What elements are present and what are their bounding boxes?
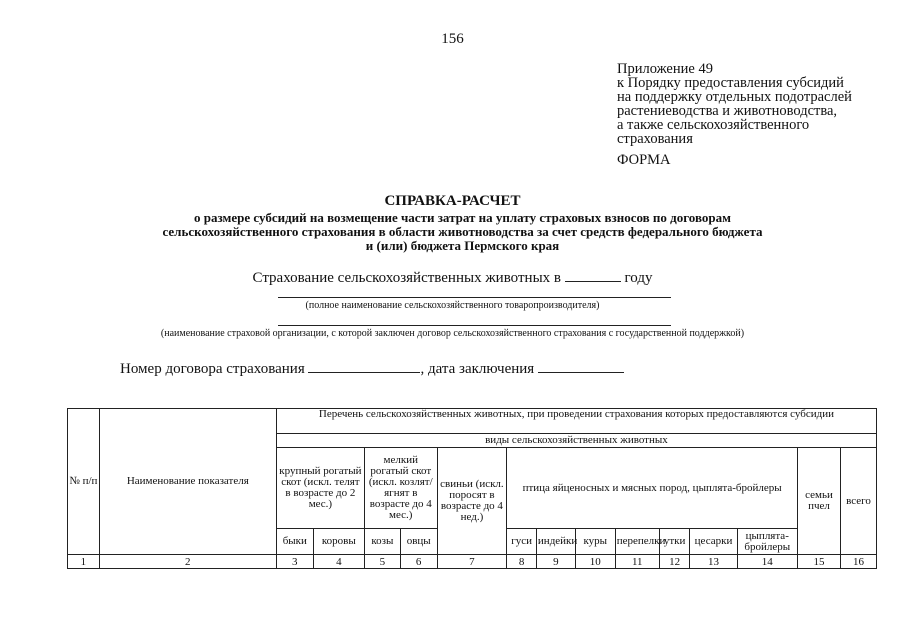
col-name-header: Наименование показателя <box>99 409 276 555</box>
column-number-cell: 4 <box>313 555 364 569</box>
column-number-cell: 2 <box>99 555 276 569</box>
column-number-cell: 5 <box>364 555 400 569</box>
cattle-header: крупный рогатый скот (искл. телят в возрасте до 2 мес.) <box>276 448 364 529</box>
broilers-header: цыплята-бройлеры <box>737 529 797 555</box>
column-number-cell: 11 <box>615 555 659 569</box>
insurance-prefix: Страхование сельскохозяйственных животных в <box>252 270 561 286</box>
column-number-cell: 14 <box>737 555 797 569</box>
calculation-table <box>67 408 877 569</box>
page-number: 156 <box>441 31 464 47</box>
poultry-header: птица яйценосных и мясных пород, цыплята-бройлеры <box>507 448 798 529</box>
appendix-line: страхования <box>617 131 693 147</box>
insurer-underline <box>278 325 671 326</box>
column-number-cell: 9 <box>536 555 575 569</box>
appendix-line: Приложение 49 <box>617 61 713 77</box>
insurance-year-line <box>0 266 905 287</box>
document-title: СПРАВКА-РАСЧЕТ <box>384 193 521 209</box>
document-subtitle <box>100 211 825 253</box>
contract-date-blank <box>538 357 624 373</box>
form-label: ФОРМА <box>617 152 671 168</box>
col-number-header: № п/п <box>68 409 100 555</box>
column-number-cell: 7 <box>437 555 507 569</box>
appendix-line: на поддержку отдельных подотраслей <box>617 89 852 105</box>
contract-line <box>120 357 624 378</box>
column-number-cell: 8 <box>507 555 537 569</box>
contract-label: Номер договора страхования <box>120 361 305 377</box>
subtitle-line: и (или) бюджета Пермского края <box>365 238 560 253</box>
appendix-line: а также сельскохозяйственного <box>617 117 810 133</box>
bees-header: семьи пчел <box>797 448 840 555</box>
producer-underline <box>278 297 671 298</box>
sheep-header: овцы <box>400 529 437 555</box>
column-number-cell: 12 <box>659 555 690 569</box>
small-cattle-header: мелкий рогатый скот (искл. козлят/ягнят в возрасте до 4 мес.) <box>364 448 437 529</box>
bulls-header: быки <box>276 529 313 555</box>
pigs-header: свиньи (искл. поросят в возрасте до 4 нед.) <box>437 448 507 555</box>
subtitle-line: о размере субсидий на возмещение части затрат на уплату страховых взносов по договорам <box>194 210 731 225</box>
column-number-cell: 1 <box>68 555 100 569</box>
appendix-line: к Порядку предоставления субсидий <box>617 75 844 91</box>
insurer-caption: (наименование страховой организации, с которой заключен договор сельскохозяйственного страхования с государственной поддержкой) <box>160 328 745 339</box>
column-number-cell: 10 <box>575 555 615 569</box>
appendix-block <box>617 62 897 146</box>
column-number-cell: 15 <box>797 555 840 569</box>
total-header: всего <box>840 448 876 555</box>
column-number-cell: 13 <box>690 555 737 569</box>
quails-header: перепелки <box>615 529 659 555</box>
appendix-line: растениеводства и животноводства, <box>617 103 838 119</box>
animal-types-header: виды сельскохозяйственных животных <box>276 434 876 448</box>
insurance-suffix: году <box>624 270 653 286</box>
geese-header: гуси <box>507 529 537 555</box>
cows-header: коровы <box>313 529 364 555</box>
goats-header: козы <box>364 529 400 555</box>
ducks-header: утки <box>659 529 690 555</box>
contract-number-blank <box>308 357 420 373</box>
producer-caption: (полное наименование сельскохозяйственного товаропроизводителя) <box>305 300 600 311</box>
animals-list-header: Перечень сельскохозяйственных животных, при проведении страхования которых предоставляются субсидии <box>276 409 876 434</box>
contract-date-label: , дата заключения <box>420 361 535 377</box>
column-number-cell: 3 <box>276 555 313 569</box>
subtitle-line: сельскохозяйственного страхования в области животноводства за счет средств федерального бюджета <box>162 224 763 239</box>
turkeys-header: индейки <box>536 529 575 555</box>
column-number-cell: 6 <box>400 555 437 569</box>
chickens-header: куры <box>575 529 615 555</box>
column-number-cell: 16 <box>840 555 876 569</box>
guinea-fowl-header: цесарки <box>690 529 737 555</box>
year-blank <box>565 266 621 282</box>
